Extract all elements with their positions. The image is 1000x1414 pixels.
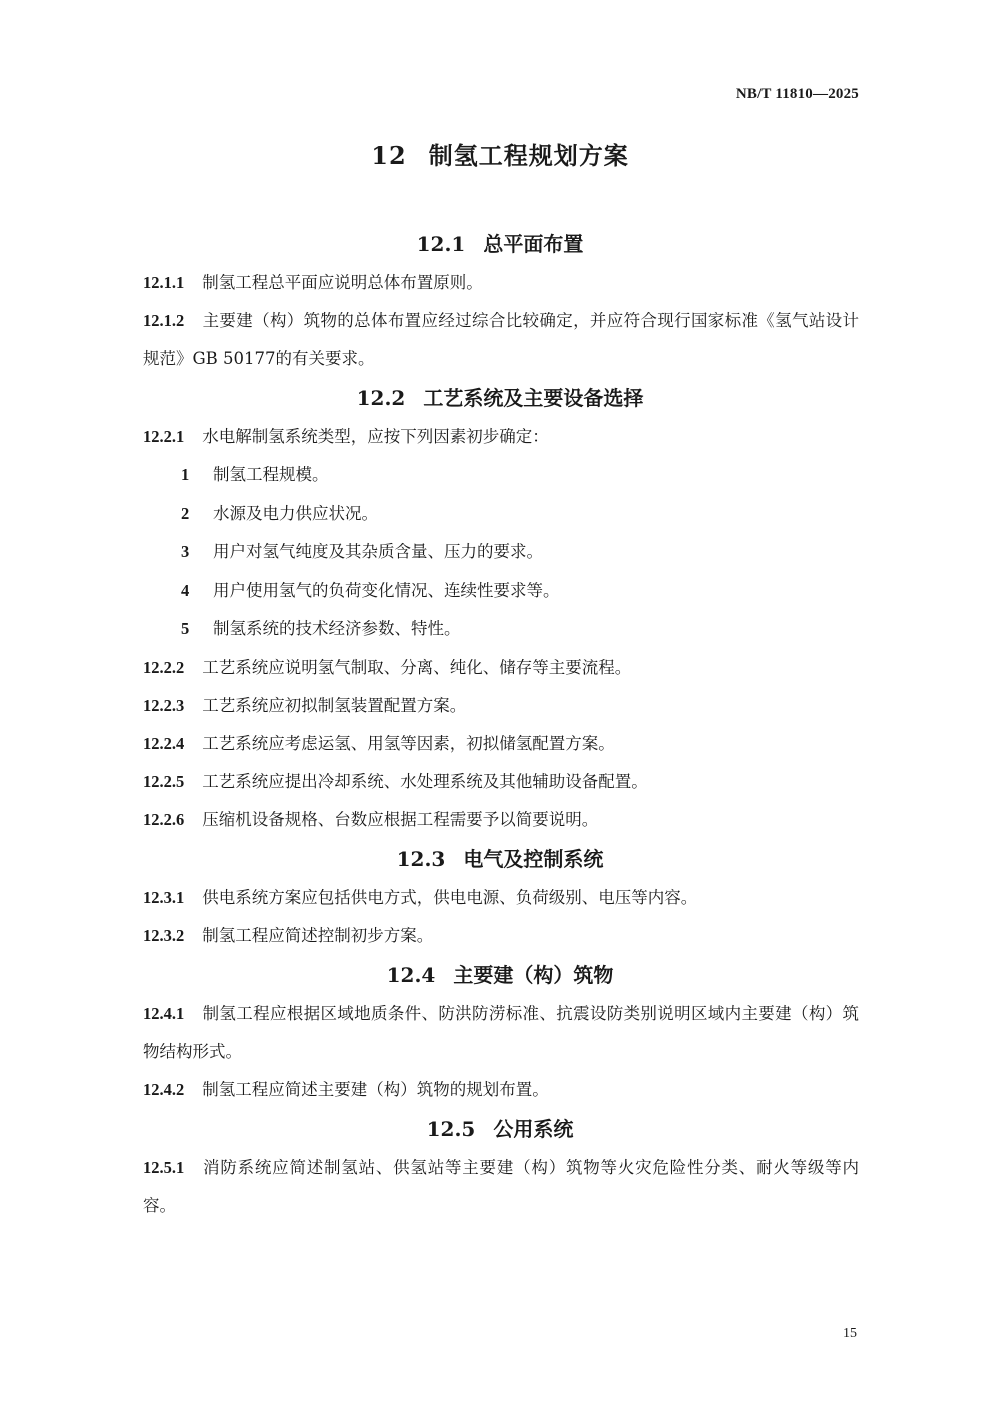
clause-text: 水电解制氢系统类型，应按下列因素初步确定： [202, 427, 549, 446]
clause-number: 12.2.4 [143, 733, 185, 753]
section-number: 12.2 [356, 386, 406, 410]
section-title: 电气及控制系统 [463, 846, 604, 871]
section-title: 总平面布置 [483, 232, 584, 256]
list-item-text: 制氢系统的技术经济参数、特性。 [213, 619, 461, 638]
clause-text: 主要建（构）筑物的总体布置应经过综合比较确定，并应符合现行国家标准《氢气站设计规范》GB 50177的有关要求。 [143, 311, 859, 368]
section-title: 主要建（构）筑物 [453, 962, 614, 987]
clause-number: 12.2.1 [143, 427, 185, 446]
clause-number: 12.3.1 [143, 887, 185, 907]
clause [143, 763, 859, 801]
clause [143, 1071, 859, 1109]
section-number: 12.3 [396, 846, 446, 871]
clause [143, 879, 859, 917]
section-heading [0, 955, 1000, 995]
clause-number: 12.4.2 [143, 1079, 185, 1099]
list-item-text: 用户对氢气纯度及其杂质含量、压力的要求。 [213, 542, 543, 561]
section-number: 12.1 [416, 232, 466, 256]
section-heading [0, 224, 1000, 264]
clause [143, 418, 859, 456]
section-heading [0, 839, 1000, 879]
clause [143, 801, 859, 839]
list-item [143, 610, 859, 649]
clause-text: 制氢工程应简述控制初步方案。 [202, 925, 434, 945]
chapter-title [0, 136, 1000, 171]
document-code: NB/T 11810—2025 [735, 86, 859, 102]
list-item-number: 2 [181, 503, 190, 523]
clause-number: 12.2.5 [143, 771, 185, 791]
chapter-title-text: 制氢工程规划方案 [428, 141, 629, 170]
clause-number: 12.2.6 [143, 809, 185, 829]
clause-text: 工艺系统应提出冷却系统、水处理系统及其他辅助设备配置。 [202, 771, 648, 791]
section-heading [0, 378, 1000, 418]
list-item-text: 水源及电力供应状况。 [213, 503, 378, 523]
clause-number: 12.3.2 [143, 925, 185, 945]
clause [143, 995, 859, 1071]
clause-text: 压缩机设备规格、台数应根据工程需要予以简要说明。 [202, 809, 599, 829]
clause [143, 687, 859, 725]
clause-text: 制氢工程应简述主要建（构）筑物的规划布置。 [202, 1079, 549, 1099]
list-item-text: 用户使用氢气的负荷变化情况、连续性要求等。 [213, 580, 560, 600]
clause [143, 725, 859, 763]
page-number: 15 [843, 1326, 857, 1341]
list-item-number: 3 [181, 542, 190, 561]
section-title: 公用系统 [493, 1116, 574, 1141]
clause-number: 12.2.3 [143, 695, 185, 715]
list-item-number: 1 [181, 465, 190, 484]
list-item [143, 533, 859, 572]
section-number: 12.4 [386, 962, 436, 987]
clause [143, 1149, 859, 1225]
clause [143, 649, 859, 687]
clause-number: 12.2.2 [143, 657, 185, 677]
clause [143, 917, 859, 955]
clause-text: 供电系统方案应包括供电方式，供电电源、负荷级别、电压等内容。 [202, 887, 698, 907]
section-number: 12.5 [426, 1116, 476, 1141]
clause-text: 工艺系统应说明氢气制取、分离、纯化、储存等主要流程。 [202, 657, 632, 677]
body-content [143, 224, 859, 1225]
list-item-number: 4 [181, 580, 190, 600]
clause-number: 12.1.2 [143, 311, 185, 330]
list-item [143, 456, 859, 495]
clause [143, 264, 859, 302]
chapter-number: 12 [371, 141, 407, 170]
list-item-text: 制氢工程规模。 [213, 465, 329, 484]
clause-text: 工艺系统应初拟制氢装置配置方案。 [202, 695, 467, 715]
list-item [143, 572, 859, 611]
clause-text: 消防系统应简述制氢站、供氢站等主要建（构）筑物等火灾危险性分类、耐火等级等内容。 [143, 1157, 859, 1215]
list-item [143, 495, 859, 534]
clause-number: 12.4.1 [143, 1003, 185, 1023]
clause-number: 12.5.1 [143, 1157, 185, 1177]
section-title: 工艺系统及主要设备选择 [423, 386, 644, 410]
clause [143, 302, 859, 378]
clause-text: 工艺系统应考虑运氢、用氢等因素，初拟储氢配置方案。 [202, 733, 615, 753]
clause-number: 12.1.1 [143, 273, 185, 292]
clause-text: 制氢工程应根据区域地质条件、防洪防涝标准、抗震设防类别说明区域内主要建（构）筑物结构形式。 [143, 1003, 859, 1061]
clause-text: 制氢工程总平面应说明总体布置原则。 [202, 273, 483, 292]
list-item-number: 5 [181, 619, 190, 638]
section-heading [0, 1109, 1000, 1149]
